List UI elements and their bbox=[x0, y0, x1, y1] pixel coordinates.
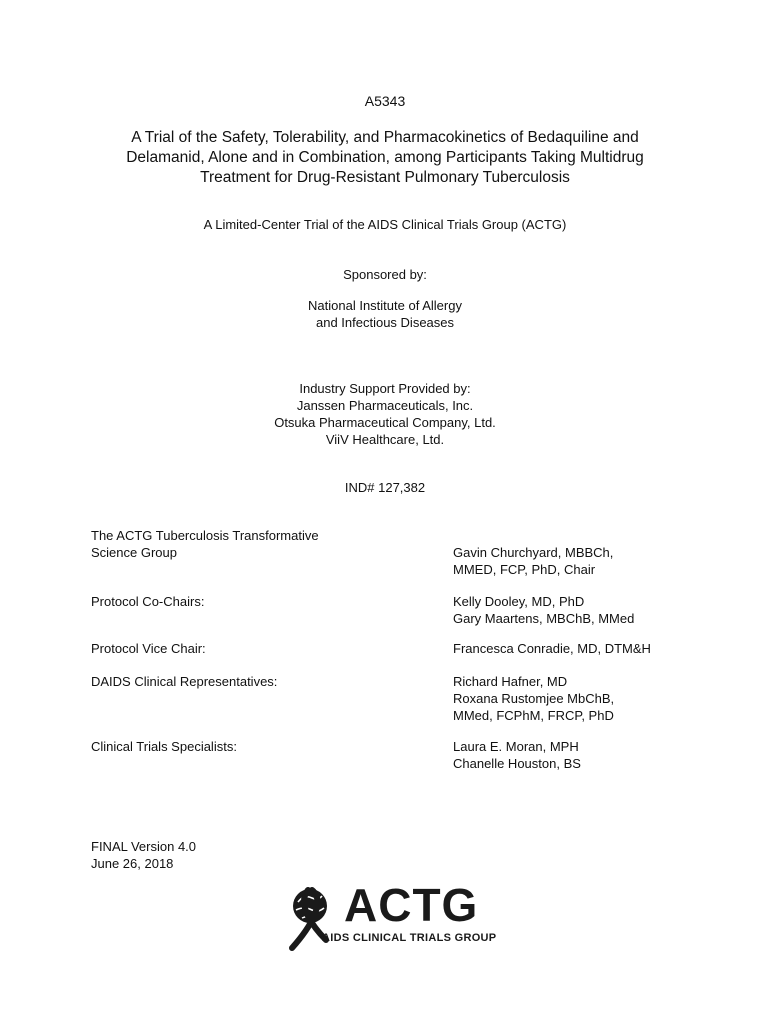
industry-support bbox=[0, 380, 770, 448]
version-date: June 26, 2018 bbox=[91, 856, 174, 871]
sponsor-line: and Infectious Diseases bbox=[315, 315, 455, 330]
name-line: MMed, FCPhM, FRCP, PhD bbox=[453, 708, 614, 723]
industry-support-line: Janssen Pharmaceuticals, Inc. bbox=[296, 398, 474, 413]
roster-names bbox=[453, 544, 613, 578]
sponsor-name bbox=[0, 297, 770, 331]
sponsored-by-label bbox=[0, 266, 770, 283]
industry-support-line: ViiV Healthcare, Ltd. bbox=[325, 432, 445, 447]
roster-names bbox=[453, 593, 634, 627]
logo-wordmark: ACTG bbox=[344, 879, 479, 931]
protocol-subtitle bbox=[0, 216, 770, 233]
roster-names bbox=[453, 673, 614, 724]
role-line: Science Group bbox=[91, 545, 177, 560]
protocol-title bbox=[0, 128, 770, 188]
roster-role bbox=[91, 527, 319, 561]
role-line: Clinical Trials Specialists: bbox=[91, 739, 237, 754]
roster-role bbox=[91, 673, 277, 690]
ribbon-globe-icon bbox=[282, 876, 346, 956]
roster-names bbox=[453, 738, 581, 772]
sponsored-by-text: Sponsored by: bbox=[343, 267, 427, 282]
name-line: Francesca Conradie, MD, DTM&H bbox=[453, 641, 651, 656]
industry-support-line: Otsuka Pharmaceutical Company, Ltd. bbox=[274, 415, 496, 430]
roster-role bbox=[91, 738, 237, 755]
roster-role bbox=[91, 640, 206, 657]
role-line: The ACTG Tuberculosis Transformative bbox=[91, 528, 319, 543]
role-line: Protocol Vice Chair: bbox=[91, 641, 206, 656]
sponsor-line: National Institute of Allergy bbox=[308, 298, 462, 313]
name-line: Chanelle Houston, BS bbox=[453, 756, 581, 771]
industry-support-line: Industry Support Provided by: bbox=[299, 381, 471, 396]
roster-names bbox=[453, 640, 651, 657]
version-label: FINAL Version 4.0 bbox=[91, 839, 197, 854]
name-line: Kelly Dooley, MD, PhD bbox=[453, 594, 585, 609]
actg-logo bbox=[282, 876, 497, 956]
name-line: MMED, FCP, PhD, Chair bbox=[453, 562, 596, 577]
version-block bbox=[91, 838, 196, 872]
protocol-number-text: A5343 bbox=[364, 93, 406, 109]
name-line: Laura E. Moran, MPH bbox=[453, 739, 579, 754]
role-line: DAIDS Clinical Representatives: bbox=[91, 674, 278, 689]
name-line: Gavin Churchyard, MBBCh, bbox=[453, 545, 614, 560]
role-line: Protocol Co-Chairs: bbox=[91, 594, 205, 609]
name-line: Richard Hafner, MD bbox=[453, 674, 568, 689]
name-line: Gary Maartens, MBChB, MMed bbox=[453, 611, 635, 626]
ind-number bbox=[0, 479, 770, 496]
name-line: Roxana Rustomjee MbChB, bbox=[453, 691, 615, 706]
roster-role bbox=[91, 593, 204, 610]
logo-tagline: AIDS CLINICAL TRIALS GROUP bbox=[322, 932, 497, 944]
title-line: Delamanid, Alone and in Combination, among Participants Taking Multidrug bbox=[126, 149, 644, 166]
ind-number-text: IND# 127,382 bbox=[344, 480, 426, 495]
title-line: Treatment for Drug-Resistant Pulmonary Tuberculosis bbox=[200, 169, 570, 186]
subtitle-text: A Limited-Center Trial of the AIDS Clinical Trials Group (ACTG) bbox=[203, 217, 567, 232]
title-line: A Trial of the Safety, Tolerability, and Pharmacokinetics of Bedaquiline and bbox=[131, 129, 639, 146]
protocol-number bbox=[0, 93, 770, 110]
